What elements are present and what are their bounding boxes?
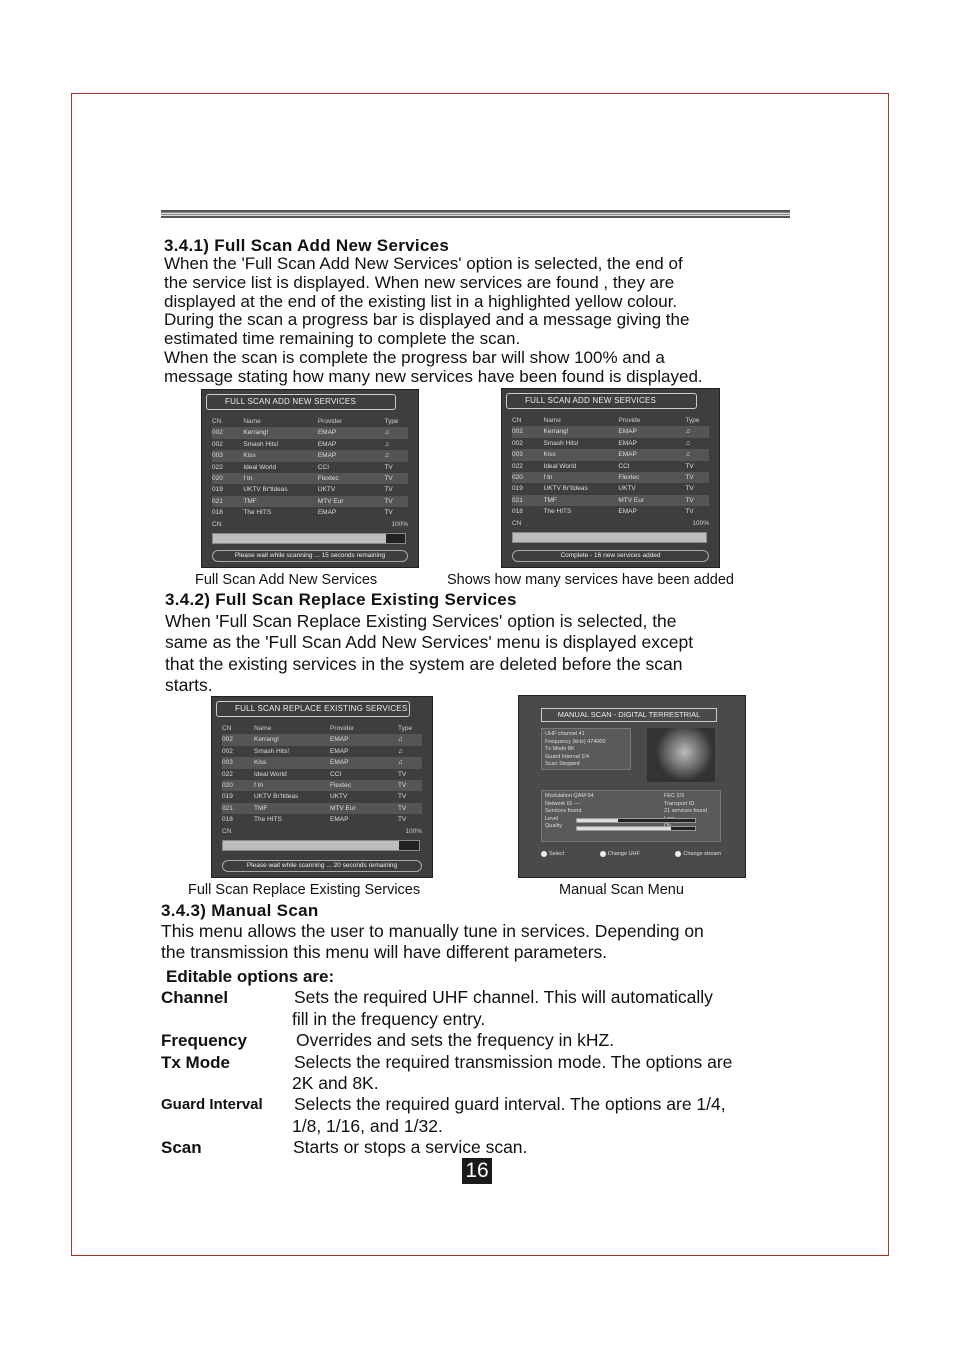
list-item <box>222 791 422 802</box>
list-cell: 002 <box>512 428 523 436</box>
section-341-heading: 3.4.1) Full Scan Add New Services <box>164 236 450 255</box>
list-cell: TV <box>398 781 407 789</box>
list-cell: UKTV Br'tldeas <box>243 486 288 494</box>
editable-options-label: Editable options are: <box>166 967 335 986</box>
list-cell: 018 <box>512 508 523 516</box>
list-cell: 018 <box>212 509 223 517</box>
list-item <box>212 427 408 438</box>
list-item <box>222 757 422 768</box>
info-row: Transport ID <box>664 800 695 807</box>
list-item <box>512 506 709 517</box>
list-cell: TV <box>398 816 407 824</box>
list-cell: TV <box>384 486 393 494</box>
list-cell: ♫ <box>384 452 390 460</box>
list-cell: UKTV <box>618 485 636 493</box>
service-list <box>212 416 408 519</box>
list-cell: ♫ <box>398 736 403 744</box>
list-cell: ♫ <box>384 429 390 437</box>
list-item <box>212 450 408 461</box>
list-cell: 002 <box>212 429 223 437</box>
info-row: Quality <box>545 823 563 829</box>
list-cell: 020 <box>222 781 233 789</box>
column-header: Provide <box>618 417 641 424</box>
list-cell: TV <box>384 497 393 505</box>
option-desc: Overrides and sets the frequency in kHZ. <box>296 1030 615 1050</box>
progress-label: CN <box>512 519 522 527</box>
list-cell: 022 <box>512 462 523 470</box>
list-cell: 022 <box>212 463 223 471</box>
list-cell: Kiss <box>543 451 556 459</box>
param-row: Tx Mode 8K <box>545 746 575 752</box>
option-desc: fill in the frequency entry. <box>292 1009 486 1029</box>
list-cell: EMAP <box>330 759 349 767</box>
list-cell: ♫ <box>685 439 691 447</box>
list-cell: Smash Hits! <box>243 440 279 448</box>
info-row: Modulation QAM 64 <box>545 793 594 799</box>
column-header: Provider <box>330 725 355 732</box>
list-cell: MTV Eur <box>618 496 645 504</box>
column-header: Type <box>685 417 700 424</box>
option-desc: Starts or stops a service scan. <box>293 1137 528 1157</box>
list-cell: 019 <box>512 485 523 493</box>
list-cell: 021 <box>212 497 223 505</box>
change-uhf-button-icon <box>600 851 606 857</box>
column-header: Type <box>398 725 413 732</box>
list-item <box>512 449 709 460</box>
progress-readout <box>222 828 422 838</box>
param-row: Guard Interval 1/4 <box>545 753 590 760</box>
list-cell: EMAP <box>317 429 337 437</box>
list-cell: EMAP <box>330 816 349 824</box>
progress-readout <box>512 520 709 530</box>
manual-info-box <box>541 790 721 842</box>
body-line: the service list is displayed. When new services are found , they are <box>164 273 675 292</box>
body-line: that the existing services in the system are deleted before the scan <box>165 654 683 674</box>
list-cell: CCI <box>317 463 330 471</box>
list-item <box>512 426 709 437</box>
progress-percent: 100% <box>692 519 709 527</box>
list-cell: CCI <box>330 770 342 778</box>
list-item <box>222 814 422 825</box>
caption-manual-scan: Manual Scan Menu <box>559 882 684 898</box>
list-item <box>512 483 709 494</box>
list-cell: 002 <box>512 439 523 447</box>
list-item <box>222 746 422 757</box>
list-cell: TV <box>685 485 694 493</box>
service-list <box>512 415 709 518</box>
list-cell: 022 <box>222 770 233 778</box>
list-item <box>222 780 422 791</box>
info-row: 21 services found <box>664 808 708 814</box>
list-item <box>212 507 408 518</box>
list-cell: 018 <box>222 816 233 824</box>
list-cell: Kerrang! <box>243 429 269 437</box>
list-item <box>212 484 408 495</box>
body-line: When the 'Full Scan Add New Services' option is selected, the end of <box>164 254 683 273</box>
shot-title: FULL SCAN ADD NEW SERVICES <box>206 394 396 410</box>
list-cell: Kerrang! <box>254 736 279 744</box>
screenshot-full-scan-add <box>201 389 419 568</box>
list-cell: 003 <box>212 452 223 460</box>
list-cell: ♫ <box>384 440 390 448</box>
screenshot-scan-complete <box>501 388 720 568</box>
list-item <box>512 438 709 449</box>
column-header: Name <box>254 725 272 732</box>
list-header <box>512 415 709 426</box>
info-row: FEC 2/3 <box>664 793 685 799</box>
progress-readout <box>212 521 408 531</box>
quality-bar <box>576 826 696 831</box>
list-item <box>212 473 408 484</box>
body-line: message stating how many new services have been found is displayed. <box>164 367 703 386</box>
list-cell: EMAP <box>618 439 637 447</box>
body-line: When the scan is complete the progress bar will show 100% and a <box>164 348 665 367</box>
list-cell: TV <box>685 496 694 504</box>
status-message: Complete - 16 new services added <box>512 550 709 562</box>
manual-footer <box>541 847 721 860</box>
list-cell: TV <box>384 474 393 482</box>
level-bar <box>576 818 696 823</box>
list-cell: Ideal World <box>243 463 277 471</box>
list-cell: UKTV Br'tldeas <box>254 793 299 801</box>
option-term-channel: Channel <box>161 988 229 1007</box>
info-row: Services found <box>545 808 582 814</box>
list-cell: 019 <box>212 486 223 494</box>
list-cell: UKTV Br'tldeas <box>543 485 588 493</box>
body-line: estimated time remaining to complete the scan. <box>164 329 521 348</box>
list-item <box>212 496 408 507</box>
list-cell: TV <box>398 804 407 812</box>
status-message: Please wait while scanning ... 15 seconds remaining <box>212 550 408 562</box>
info-row: Level <box>545 815 559 822</box>
list-cell: 003 <box>512 451 523 459</box>
list-cell: ♫ <box>398 747 403 755</box>
column-header: CN <box>222 725 232 732</box>
shot-title: FULL SCAN ADD NEW SERVICES <box>506 393 697 409</box>
change-stream-button-icon <box>675 851 681 857</box>
list-cell: Kerrang! <box>543 428 569 436</box>
list-cell: EMAP <box>317 440 337 448</box>
preview-image <box>647 728 715 782</box>
list-cell: EMAP <box>330 736 349 744</box>
list-cell: ♫ <box>685 451 691 459</box>
column-header: Name <box>543 417 561 424</box>
list-cell: EMAP <box>618 451 637 459</box>
progress-bar <box>512 532 707 543</box>
body-line: same as the 'Full Scan Add New Services' menu is displayed except <box>165 632 694 652</box>
manual-scan-title: MANUAL SCAN - DIGITAL TERRESTRIAL <box>541 708 717 722</box>
list-cell: Flextec <box>618 473 640 481</box>
list-cell: 002 <box>212 440 223 448</box>
list-item <box>222 803 422 814</box>
list-cell: TV <box>685 473 694 481</box>
list-cell: TMF <box>243 497 257 505</box>
list-cell: TV <box>685 462 694 470</box>
select-button-icon <box>541 851 547 857</box>
list-header <box>212 416 408 427</box>
progress-percent: 100% <box>391 520 408 528</box>
list-cell: TV <box>398 770 407 778</box>
list-cell: 020 <box>512 473 523 481</box>
list-cell: Kiss <box>254 759 267 767</box>
list-item <box>212 462 408 473</box>
list-cell: f tn <box>243 474 253 482</box>
list-cell: f tn <box>543 473 553 481</box>
list-cell: TV <box>685 508 694 516</box>
shot-title: FULL SCAN REPLACE EXISTING SERVICES <box>216 701 410 717</box>
list-item <box>512 461 709 472</box>
list-cell: TV <box>384 509 393 517</box>
footer-label: Change stream <box>683 850 721 857</box>
list-cell: Smash Hits! <box>254 747 290 755</box>
body-line: starts. <box>165 675 213 695</box>
caption-full-scan-add: Full Scan Add New Services <box>195 572 378 588</box>
list-cell: Kiss <box>243 452 256 460</box>
list-item <box>512 495 709 506</box>
footer-label: Change UHF <box>607 850 640 857</box>
list-cell: 021 <box>222 804 233 812</box>
body-line: displayed at the end of the existing list in a highlighted yellow colour. <box>164 292 678 311</box>
param-row: Frequency (kHz) 474000 <box>545 738 606 745</box>
info-row: Network ID ---- <box>545 800 582 807</box>
list-header <box>222 723 422 734</box>
list-cell: TV <box>398 793 407 801</box>
list-cell: EMAP <box>317 509 337 517</box>
screenshot-full-scan-replace <box>211 696 433 878</box>
section-343-heading: 3.4.3) Manual Scan <box>161 901 319 920</box>
list-cell: MTV Eur <box>317 497 344 505</box>
body-line: the transmission this menu will have different parameters. <box>161 942 608 962</box>
column-header: Type <box>384 418 399 425</box>
column-header: CN <box>212 418 222 425</box>
page-number: 16 <box>462 1158 492 1184</box>
manual-params-box <box>541 728 631 770</box>
caption-services-added: Shows how many services have been added <box>447 572 734 588</box>
caption-full-scan-replace: Full Scan Replace Existing Services <box>188 882 421 898</box>
option-desc: 1/8, 1/16, and 1/32. <box>292 1116 443 1136</box>
progress-label: CN <box>222 827 232 835</box>
progress-percent: 100% <box>405 827 422 835</box>
list-cell: The HITS <box>543 508 572 516</box>
list-cell: 019 <box>222 793 233 801</box>
list-cell: TMF <box>254 804 268 812</box>
list-item <box>222 734 422 745</box>
list-cell: TMF <box>543 496 557 504</box>
footer-label: Select <box>549 850 565 857</box>
service-list <box>222 723 422 826</box>
list-cell: 002 <box>222 736 233 744</box>
param-row: UHF channel 41 <box>545 731 585 737</box>
screenshot-manual-scan <box>518 695 746 878</box>
body-line: This menu allows the user to manually tune in services. Depending on <box>161 921 704 941</box>
list-cell: Flextec <box>317 474 339 482</box>
list-cell: TV <box>384 463 393 471</box>
column-header: Provider <box>317 418 343 425</box>
list-cell: Ideal World <box>254 770 287 778</box>
column-header: Name <box>243 418 261 425</box>
column-header: CN <box>512 417 522 424</box>
list-cell: Flextec <box>330 781 351 789</box>
option-term-tx-mode: Tx Mode <box>161 1053 230 1072</box>
list-cell: EMAP <box>618 428 637 436</box>
status-message: Please wait while scanning ... 20 seconds remaining <box>222 860 422 872</box>
list-item <box>212 439 408 450</box>
list-cell: CCI <box>618 462 630 470</box>
option-desc: Selects the required transmission mode. The options are <box>294 1052 733 1072</box>
list-cell: EMAP <box>330 747 349 755</box>
progress-bar <box>212 533 406 544</box>
param-row: Scan Stopped <box>545 761 580 767</box>
list-cell: ♫ <box>685 428 691 436</box>
list-cell: UKTV <box>330 793 348 801</box>
progress-bar <box>222 840 420 851</box>
body-line: During the scan a progress bar is displayed and a message giving the <box>164 310 690 329</box>
list-cell: 002 <box>222 747 233 755</box>
list-cell: 020 <box>212 474 223 482</box>
body-line: When 'Full Scan Replace Existing Services' option is selected, the <box>165 611 677 631</box>
option-desc: Sets the required UHF channel. This will automatically <box>294 987 713 1007</box>
list-cell: MTV Eur <box>330 804 356 812</box>
option-desc: 2K and 8K. <box>292 1073 379 1093</box>
list-cell: f tn <box>254 781 264 789</box>
list-cell: The HITS <box>243 509 272 517</box>
option-term-frequency: Frequency <box>161 1031 247 1050</box>
list-cell: 021 <box>512 496 523 504</box>
list-cell: ♫ <box>398 759 403 767</box>
list-cell: Ideal World <box>543 462 577 470</box>
list-item <box>512 472 709 483</box>
list-cell: EMAP <box>317 452 337 460</box>
list-cell: 003 <box>222 759 233 767</box>
option-term-scan: Scan <box>161 1138 202 1157</box>
option-term-guard-interval: Guard Interval <box>161 1096 263 1113</box>
list-item <box>222 769 422 780</box>
option-desc: Selects the required guard interval. The options are 1/4, <box>294 1094 726 1114</box>
header-rule <box>161 210 790 218</box>
list-cell: The HITS <box>254 816 282 824</box>
list-cell: UKTV <box>317 486 336 494</box>
progress-label: CN <box>212 520 222 528</box>
list-cell: Smash Hits! <box>543 439 579 447</box>
section-342-heading: 3.4.2) Full Scan Replace Existing Services <box>165 590 517 609</box>
list-cell: EMAP <box>618 508 637 516</box>
